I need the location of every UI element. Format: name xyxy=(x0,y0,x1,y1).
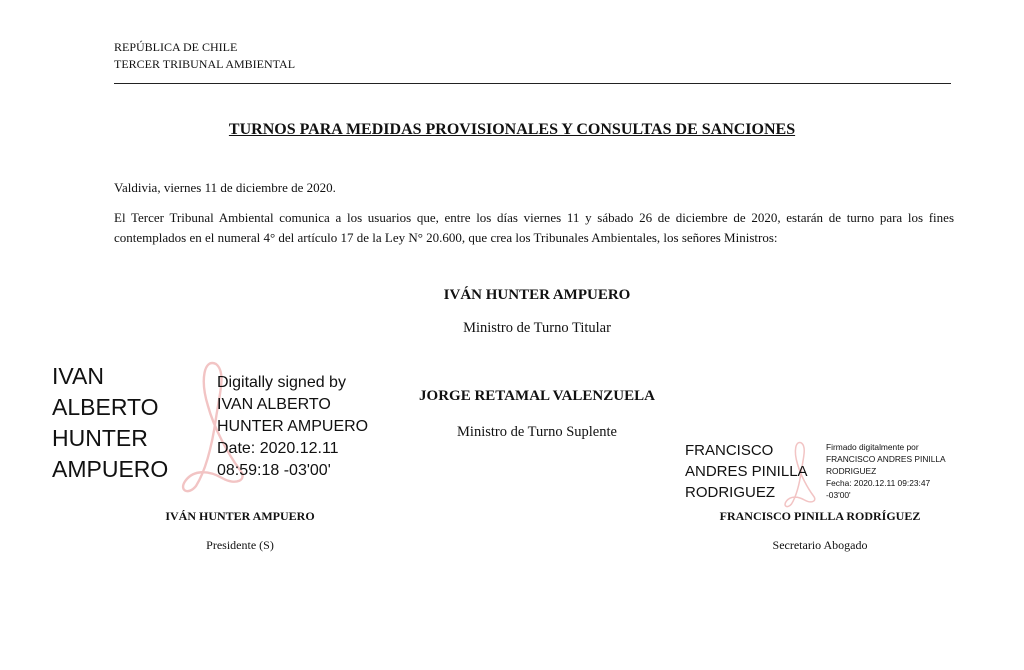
signature-right-name-line: FRANCISCO xyxy=(685,442,774,459)
document-title: TURNOS PARA MEDIDAS PROVISIONALES Y CONSULTAS DE SANCIONES xyxy=(228,121,796,138)
signature-left-detail-line: Date: 2020.12.11 xyxy=(217,440,339,457)
minister-suplente-role: Ministro de Turno Suplente xyxy=(457,424,617,440)
signature-left-name-line: AMPUERO xyxy=(52,456,169,482)
president-role: Presidente (S) xyxy=(206,538,274,552)
header-country: REPÚBLICA DE CHILE xyxy=(114,40,238,54)
signature-right-detail-line: FRANCISCO ANDRES PINILLA xyxy=(826,454,946,464)
signature-left-detail-line: 08:59:18 -03'00' xyxy=(217,462,331,479)
header-tribunal: TERCER TRIBUNAL AMBIENTAL xyxy=(114,57,296,71)
president-name: IVÁN HUNTER AMPUERO xyxy=(165,509,315,523)
body-paragraph: El Tercer Tribunal Ambiental comunica a los usuarios que, entre los días viernes 11 y sábado 26 de diciembre de 2020, estarán de turno para los fines contemplados en el numeral 4° del artículo 17 de la Ley N° 20.600, que crea los Tribunales Ambientales, los señores Ministros: xyxy=(114,210,954,245)
signature-right-detail-line: RODRIGUEZ xyxy=(826,466,877,476)
signature-left-details xyxy=(217,372,397,482)
signature-left-name-line: ALBERTO xyxy=(52,394,159,420)
signature-right-detail-line: Firmado digitalmente por xyxy=(826,442,919,452)
header-divider xyxy=(114,83,951,84)
signature-left-name xyxy=(52,361,192,485)
signature-left-detail-line: IVAN ALBERTO xyxy=(217,396,331,413)
minister-titular-name: IVÁN HUNTER AMPUERO xyxy=(443,287,631,303)
signature-left-name-line: HUNTER xyxy=(52,425,148,451)
signature-right-name-line: RODRIGUEZ xyxy=(685,484,775,501)
signature-right-name-line: ANDRES PINILLA xyxy=(685,463,808,480)
minister-suplente-name: JORGE RETAMAL VALENZUELA xyxy=(419,388,655,404)
date-line: Valdivia, viernes 11 de diciembre de 2020. xyxy=(114,180,336,195)
signature-left-detail-line: Digitally signed by xyxy=(217,374,346,391)
signature-right-details xyxy=(826,441,976,501)
minister-titular-role: Ministro de Turno Titular xyxy=(463,320,611,336)
signature-left-name-line: IVAN xyxy=(52,363,104,389)
signature-left-detail-line: HUNTER AMPUERO xyxy=(217,418,369,435)
signature-right-detail-line: -03'00' xyxy=(826,490,851,500)
signature-right-name xyxy=(685,440,815,503)
secretary-role: Secretario Abogado xyxy=(772,538,868,552)
secretary-name: FRANCISCO PINILLA RODRÍGUEZ xyxy=(719,509,921,523)
signature-right-detail-line: Fecha: 2020.12.11 09:23:47 xyxy=(826,478,931,488)
